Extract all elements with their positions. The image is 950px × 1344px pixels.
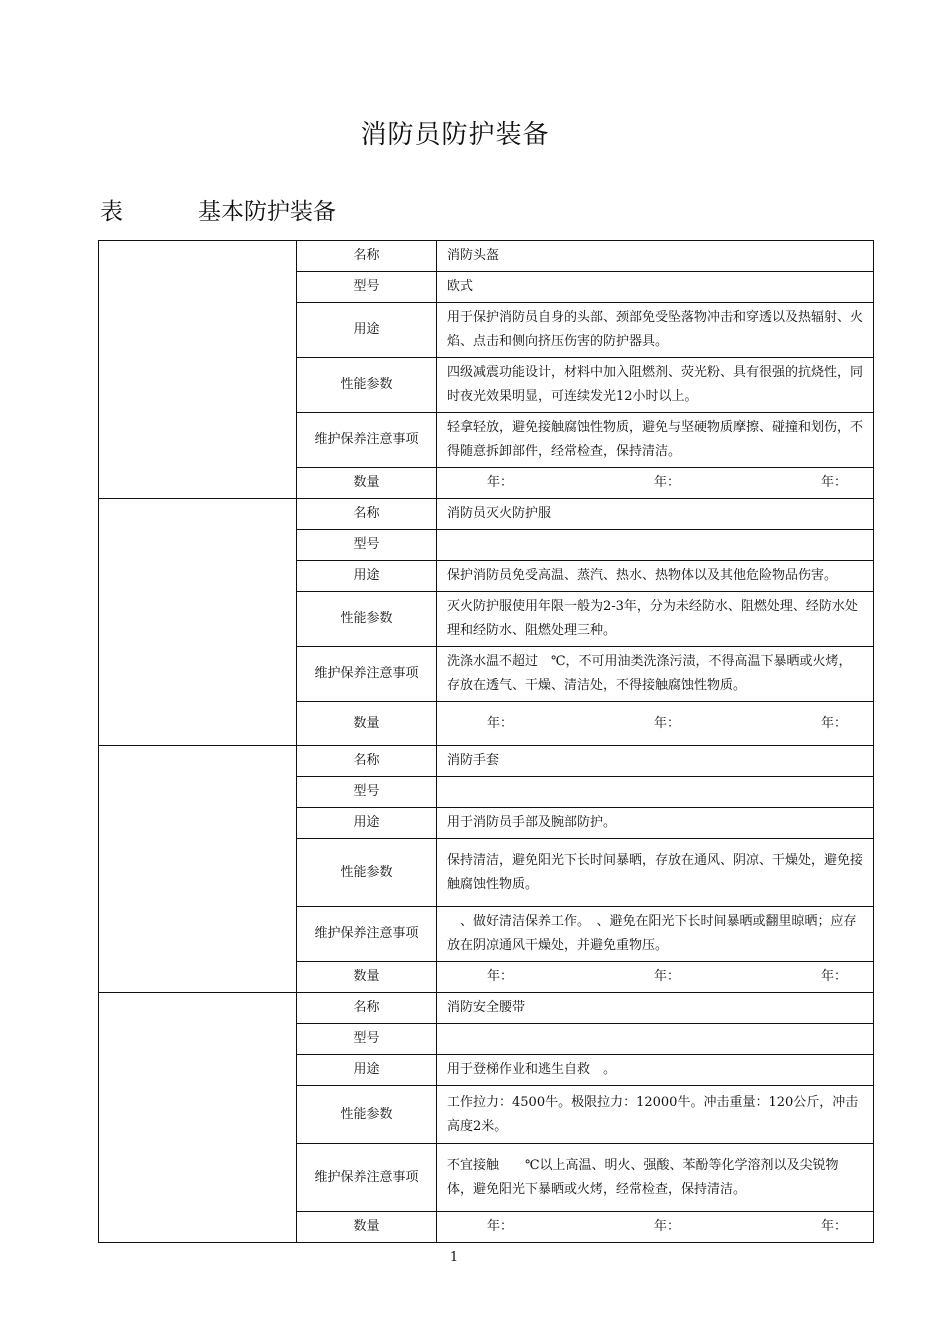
field-value-maintenance: 轻拿轻放，避免接触腐蚀性物质，避免与坚硬物质摩擦、碰撞和划伤，不得随意拆卸部件，经常检查，保持清洁。	[437, 413, 874, 468]
field-label-maintenance: 维护保养注意事项	[297, 1144, 437, 1212]
year-label: 年：	[820, 969, 847, 984]
field-label-performance: 性能参数	[297, 592, 437, 647]
year-label: 年：	[653, 475, 680, 490]
equipment-table	[98, 240, 874, 1243]
field-value-usage: 用于消防员手部及腕部防护。	[437, 808, 874, 839]
table-row	[99, 993, 874, 1024]
field-value-model	[437, 1024, 874, 1055]
field-label-maintenance: 维护保养注意事项	[297, 907, 437, 962]
field-value-performance: 灭火防护服使用年限一般为2-3年，分为未经防水、阻燃处理、经防水处理和经防水、阻燃处理三种。	[437, 592, 874, 647]
field-label-model: 型号	[297, 272, 437, 303]
table-caption-text: 基本防护装备	[198, 199, 336, 225]
field-label-performance: 性能参数	[297, 1086, 437, 1144]
year-label: 年：	[487, 475, 514, 490]
field-value-maintenance: 不宜接触 ℃以上高温、明火、强酸、苯酚等化学溶剂以及尖锐物体，避免阳光下暴晒或火烤，经常检查，保持清洁。	[437, 1144, 874, 1212]
field-label-model: 型号	[297, 777, 437, 808]
year-label: 年：	[820, 1219, 847, 1234]
field-value-usage: 保护消防员免受高温、蒸汽、热水、热物体以及其他危险物品伤害。	[437, 561, 874, 592]
field-value-maintenance: 洗涤水温不超过 ℃，不可用油类洗涤污渍，不得高温下暴晒或火烤，存放在透气、干燥、清洁处，不得接触腐蚀性物质。	[437, 647, 874, 702]
field-label-maintenance: 维护保养注意事项	[297, 413, 437, 468]
page-number: 1	[449, 1250, 459, 1265]
page-title: 消防员防护装备	[360, 120, 550, 150]
field-label-name: 名称	[297, 241, 437, 272]
equipment-image-cell	[99, 993, 297, 1243]
field-label-name: 名称	[297, 746, 437, 777]
field-value-performance: 工作拉力：4500牛。极限拉力：12000牛。冲击重量：120公斤，冲击高度2米。	[437, 1086, 874, 1144]
equipment-image-cell	[99, 499, 297, 746]
field-value-model	[437, 777, 874, 808]
field-label-performance: 性能参数	[297, 358, 437, 413]
quantity-value	[437, 1212, 874, 1243]
field-value-name: 消防员灭火防护服	[437, 499, 874, 530]
quantity-value	[437, 702, 874, 746]
year-label: 年：	[653, 1219, 680, 1234]
field-label-usage: 用途	[297, 1055, 437, 1086]
field-value-model	[437, 530, 874, 561]
equipment-image-cell	[99, 746, 297, 993]
table-row	[99, 746, 874, 777]
quantity-value	[437, 468, 874, 499]
table-caption-label: 表	[100, 199, 123, 225]
year-label: 年：	[653, 715, 680, 731]
field-value-maintenance: 、做好清洁保养工作。 、避免在阳光下长时间暴晒或翻里晾晒；应存放在阴凉通风干燥处，并避免重物压。	[437, 907, 874, 962]
field-value-performance: 四级减震功能设计，材料中加入阻燃剂、荧光粉、具有很强的抗烧性，同时夜光效果明显，可连续发光12小时以上。	[437, 358, 874, 413]
field-label-quantity: 数量	[297, 962, 437, 993]
field-value-performance: 保持清洁，避免阳光下长时间暴晒，存放在通风、阴凉、干燥处，避免接触腐蚀性物质。	[437, 839, 874, 907]
table-caption	[100, 193, 336, 226]
field-label-maintenance: 维护保养注意事项	[297, 647, 437, 702]
year-label: 年：	[820, 715, 847, 731]
field-value-model: 欧式	[437, 272, 874, 303]
field-label-model: 型号	[297, 530, 437, 561]
field-value-name: 消防头盔	[437, 241, 874, 272]
field-label-usage: 用途	[297, 303, 437, 358]
year-label: 年：	[820, 475, 847, 490]
table-row	[99, 241, 874, 272]
year-label: 年：	[487, 969, 514, 984]
field-value-usage: 用于保护消防员自身的头部、颈部免受坠落物冲击和穿透以及热辐射、火焰、点击和侧向挤压伤害的防护器具。	[437, 303, 874, 358]
table-row	[99, 499, 874, 530]
field-label-performance: 性能参数	[297, 839, 437, 907]
equipment-image-cell	[99, 241, 297, 499]
field-value-name: 消防手套	[437, 746, 874, 777]
field-value-usage: 用于登梯作业和逃生自救 。	[437, 1055, 874, 1086]
field-label-quantity: 数量	[297, 702, 437, 746]
year-label: 年：	[487, 715, 514, 731]
field-label-usage: 用途	[297, 808, 437, 839]
year-label: 年：	[487, 1219, 514, 1234]
field-label-model: 型号	[297, 1024, 437, 1055]
field-label-usage: 用途	[297, 561, 437, 592]
field-value-name: 消防安全腰带	[437, 993, 874, 1024]
quantity-value	[437, 962, 874, 993]
field-label-name: 名称	[297, 499, 437, 530]
year-label: 年：	[653, 969, 680, 984]
field-label-name: 名称	[297, 993, 437, 1024]
field-label-quantity: 数量	[297, 1212, 437, 1243]
field-label-quantity: 数量	[297, 468, 437, 499]
